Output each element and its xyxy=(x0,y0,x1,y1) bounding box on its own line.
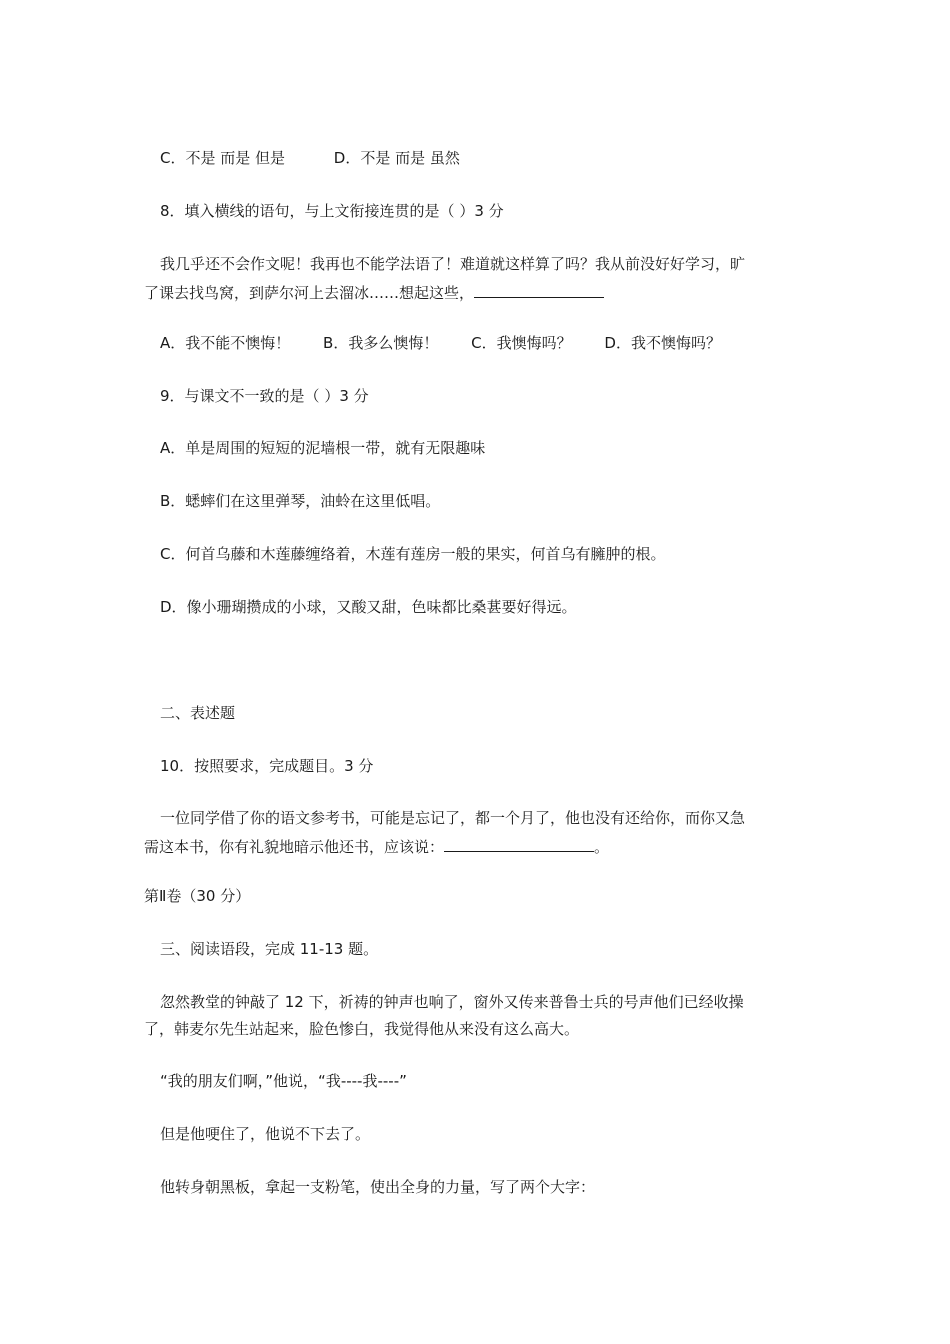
q8-stem: 8．填入横线的语句，与上文衔接连贯的是（ ）3 分 xyxy=(160,202,504,220)
q10-prompt-text: 需这本书，你有礼貌地暗示他还书，应该说： xyxy=(144,838,445,856)
q10-line-1: 一位同学借了你的语文参考书，可能是忘记了，都一个月了，他也没有还给你，而你又急 xyxy=(160,809,746,827)
q9-option-b: B．蟋蟀们在这里弹琴，油蛉在这里低唱。 xyxy=(160,492,441,510)
q10-line-2 xyxy=(144,835,609,857)
q10-answer-blank xyxy=(444,835,594,852)
reading-p1-line-1: 忽然教堂的钟敲了 12 下，祈祷的钟声也响了，窗外又传来普鲁士兵的号声他们已经收操 xyxy=(160,993,744,1011)
reading-p1-line-2: 了，韩麦尔先生站起来，脸色惨白，我觉得他从来没有这么高大。 xyxy=(144,1020,580,1038)
q8-option-b: B．我多么懊悔！ xyxy=(323,334,439,352)
q9-option-d: D．像小珊瑚攒成的小球，又酸又甜，色味都比桑葚要好得远。 xyxy=(160,598,577,616)
q10-end-punct: 。 xyxy=(594,838,610,856)
q8-passage-line-2 xyxy=(144,281,604,303)
q9-option-c: C．何首乌藤和木莲藤缠络着，木莲有莲房一般的果实，何首乌有臃肿的根。 xyxy=(160,545,666,563)
q8-passage-text: 了课去找鸟窝，到萨尔河上去溜冰……想起这些， xyxy=(144,284,475,302)
q9-option-a: A．单是周围的短短的泥墙根一带，就有无限趣味 xyxy=(160,439,486,457)
section-3-heading: 三、阅读语段，完成 11-13 题。 xyxy=(160,940,379,958)
q8-option-a: A．我不能不懊悔！ xyxy=(160,334,291,352)
q9-stem: 9．与课文不一致的是（ ）3 分 xyxy=(160,387,369,405)
q8-option-c: C．我懊悔吗？ xyxy=(471,334,572,352)
q10-stem: 10．按照要求，完成题目。3 分 xyxy=(160,757,374,775)
q8-answer-blank xyxy=(474,281,604,298)
q7-option-d: D．不是 而是 虽然 xyxy=(333,149,460,167)
q8-options xyxy=(160,333,721,353)
q8-option-d: D．我不懊悔吗？ xyxy=(604,334,721,352)
q7-options xyxy=(160,148,460,168)
q8-passage-line-1: 我几乎还不会作文呢！我再也不能学法语了！难道就这样算了吗？我从前没好好学习，旷 xyxy=(160,255,746,273)
reading-p3: 但是他哽住了，他说不下去了。 xyxy=(160,1125,371,1143)
reading-p2: “我的朋友们啊，”他说，“我----我----” xyxy=(160,1072,407,1090)
section-2-heading: 二、表述题 xyxy=(160,704,236,722)
q7-option-c: C．不是 而是 但是 xyxy=(160,149,286,167)
part-2-heading: 第Ⅱ卷（30 分） xyxy=(144,887,251,905)
reading-p4: 他转身朝黑板，拿起一支粉笔，使出全身的力量，写了两个大字： xyxy=(160,1178,596,1196)
